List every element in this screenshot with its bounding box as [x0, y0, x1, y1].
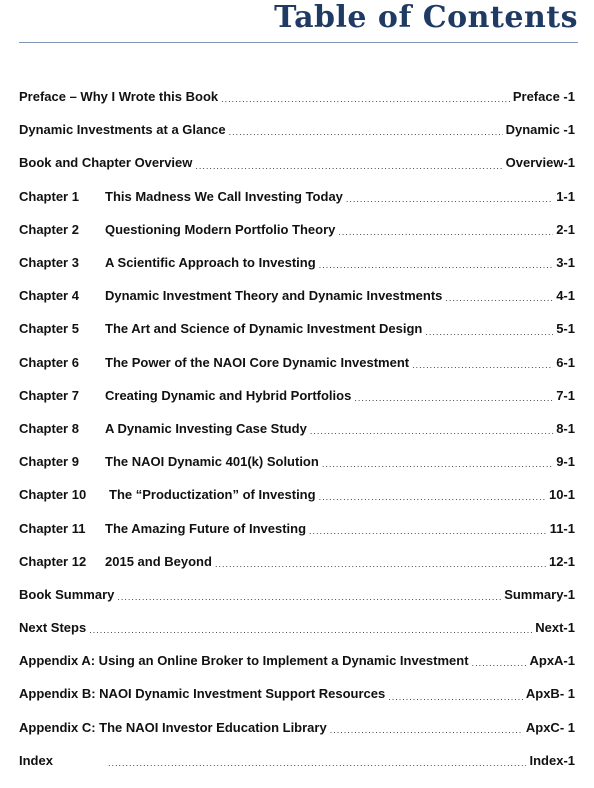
entry-page: 6-1	[556, 354, 575, 370]
chapter-title: This Madness We Call Investing Today	[105, 188, 343, 204]
toc-entry-chapter-2[interactable]	[19, 213, 575, 246]
dot-leader	[319, 260, 554, 270]
entry-label: Dynamic Investments at a Glance	[19, 122, 226, 138]
entry-page: Overview-1	[505, 155, 575, 171]
entry-page: 11-1	[549, 520, 575, 536]
chapter-number: Chapter 10	[19, 487, 87, 503]
chapter-title: The NAOI Dynamic 401(k) Solution	[105, 454, 319, 470]
entry-page: 10-1	[548, 487, 575, 503]
entry-page: 2-1	[556, 221, 575, 237]
toc-entry-chapter-7[interactable]	[19, 379, 575, 412]
dot-leader	[229, 127, 503, 137]
entry-label: Book Summary	[19, 586, 115, 602]
chapter-number: Chapter 11	[19, 520, 86, 536]
page-title: Table of Contents	[274, 0, 578, 35]
toc-entry-chapter-4[interactable]	[19, 279, 575, 312]
chapter-title: The “Productization” of Investing	[109, 487, 316, 503]
dot-leader	[108, 758, 526, 768]
entry-page: 12-1	[548, 553, 575, 569]
chapter-title: A Scientific Approach to Investing	[105, 255, 316, 271]
chapter-number: Chapter 1	[19, 188, 79, 204]
toc-entry-chapter-11[interactable]	[19, 511, 575, 544]
toc-list	[19, 80, 575, 777]
entry-page: ApxB- 1	[525, 686, 575, 702]
chapter-number: Chapter 6	[19, 354, 79, 370]
dot-leader	[309, 526, 547, 536]
entry-label: Next Steps	[19, 620, 87, 636]
dot-leader	[412, 360, 553, 370]
chapter-number: Chapter 9	[19, 454, 79, 470]
entry-label: Preface – Why I Wrote this Book	[19, 89, 219, 105]
entry-page: 8-1	[556, 420, 575, 436]
dot-leader	[388, 692, 523, 702]
toc-entry-chapter-9[interactable]	[19, 445, 575, 478]
dot-leader	[195, 161, 502, 171]
toc-entry-appendix-b[interactable]	[19, 677, 575, 710]
toc-entry-chapter-8[interactable]	[19, 412, 575, 445]
entry-label: Appendix C: The NAOI Investor Education Library	[19, 719, 327, 735]
toc-entry-chapter-1[interactable]	[19, 180, 575, 213]
entry-page: Index-1	[529, 752, 575, 768]
chapter-title: Creating Dynamic and Hybrid Portfolios	[105, 387, 352, 403]
dot-leader	[346, 194, 553, 204]
dot-leader	[310, 426, 553, 436]
chapter-number: Chapter 2	[19, 221, 79, 237]
entry-page: 4-1	[556, 288, 575, 304]
toc-entry-glance[interactable]	[19, 113, 575, 146]
toc-entry-appendix-c[interactable]	[19, 711, 575, 744]
toc-entry-chapter-6[interactable]	[19, 346, 575, 379]
dot-leader	[117, 592, 501, 602]
dot-leader	[221, 94, 510, 104]
entry-label: Appendix B: NAOI Dynamic Investment Support Resources	[19, 686, 386, 702]
dot-leader	[472, 658, 527, 668]
dot-leader	[319, 492, 546, 502]
chapter-number: Chapter 12	[19, 553, 87, 569]
dot-leader	[354, 393, 553, 403]
chapter-number: Chapter 3	[19, 255, 79, 271]
entry-page: Next-1	[535, 620, 575, 636]
title-divider	[19, 42, 578, 43]
toc-entry-overview[interactable]	[19, 146, 575, 179]
entry-page: 9-1	[556, 454, 575, 470]
chapter-title: The Power of the NAOI Core Dynamic Investment	[105, 354, 410, 370]
chapter-title: The Amazing Future of Investing	[105, 520, 307, 536]
entry-page: ApxA-1	[529, 653, 575, 669]
entry-page: 5-1	[556, 321, 575, 337]
toc-entry-chapter-12[interactable]	[19, 545, 575, 578]
entry-page: Summary-1	[504, 586, 575, 602]
dot-leader	[89, 625, 532, 635]
chapter-title: Questioning Modern Portfolio Theory	[105, 221, 336, 237]
dot-leader	[330, 725, 523, 735]
dot-leader	[445, 293, 553, 303]
entry-page: ApxC- 1	[525, 719, 575, 735]
toc-entry-chapter-3[interactable]	[19, 246, 575, 279]
dot-leader	[425, 327, 553, 337]
entry-label: Index	[19, 752, 53, 768]
chapter-number: Chapter 4	[19, 288, 79, 304]
entry-label: Book and Chapter Overview	[19, 155, 193, 171]
entry-page: 7-1	[556, 387, 575, 403]
toc-entry-chapter-10[interactable]	[19, 478, 575, 511]
entry-page: 3-1	[556, 255, 575, 271]
chapter-title: The Art and Science of Dynamic Investment Design	[105, 321, 423, 337]
entry-label: Appendix A: Using an Online Broker to Implement a Dynamic Investment	[19, 653, 469, 669]
chapter-title: Dynamic Investment Theory and Dynamic Investments	[105, 288, 443, 304]
chapter-number: Chapter 5	[19, 321, 79, 337]
toc-entry-index[interactable]	[19, 744, 575, 777]
toc-entry-next-steps[interactable]	[19, 611, 575, 644]
dot-leader	[338, 227, 553, 237]
chapter-number: Chapter 7	[19, 387, 79, 403]
toc-entry-preface[interactable]	[19, 80, 575, 113]
toc-entry-summary[interactable]	[19, 578, 575, 611]
entry-page: 1-1	[556, 188, 575, 204]
entry-page: Preface -1	[512, 89, 575, 105]
chapter-number: Chapter 8	[19, 420, 79, 436]
chapter-title: 2015 and Beyond	[105, 553, 212, 569]
toc-entry-appendix-a[interactable]	[19, 644, 575, 677]
dot-leader	[215, 559, 546, 569]
toc-entry-chapter-5[interactable]	[19, 312, 575, 345]
entry-page: Dynamic -1	[505, 122, 575, 138]
chapter-title: A Dynamic Investing Case Study	[105, 420, 307, 436]
dot-leader	[322, 459, 553, 469]
